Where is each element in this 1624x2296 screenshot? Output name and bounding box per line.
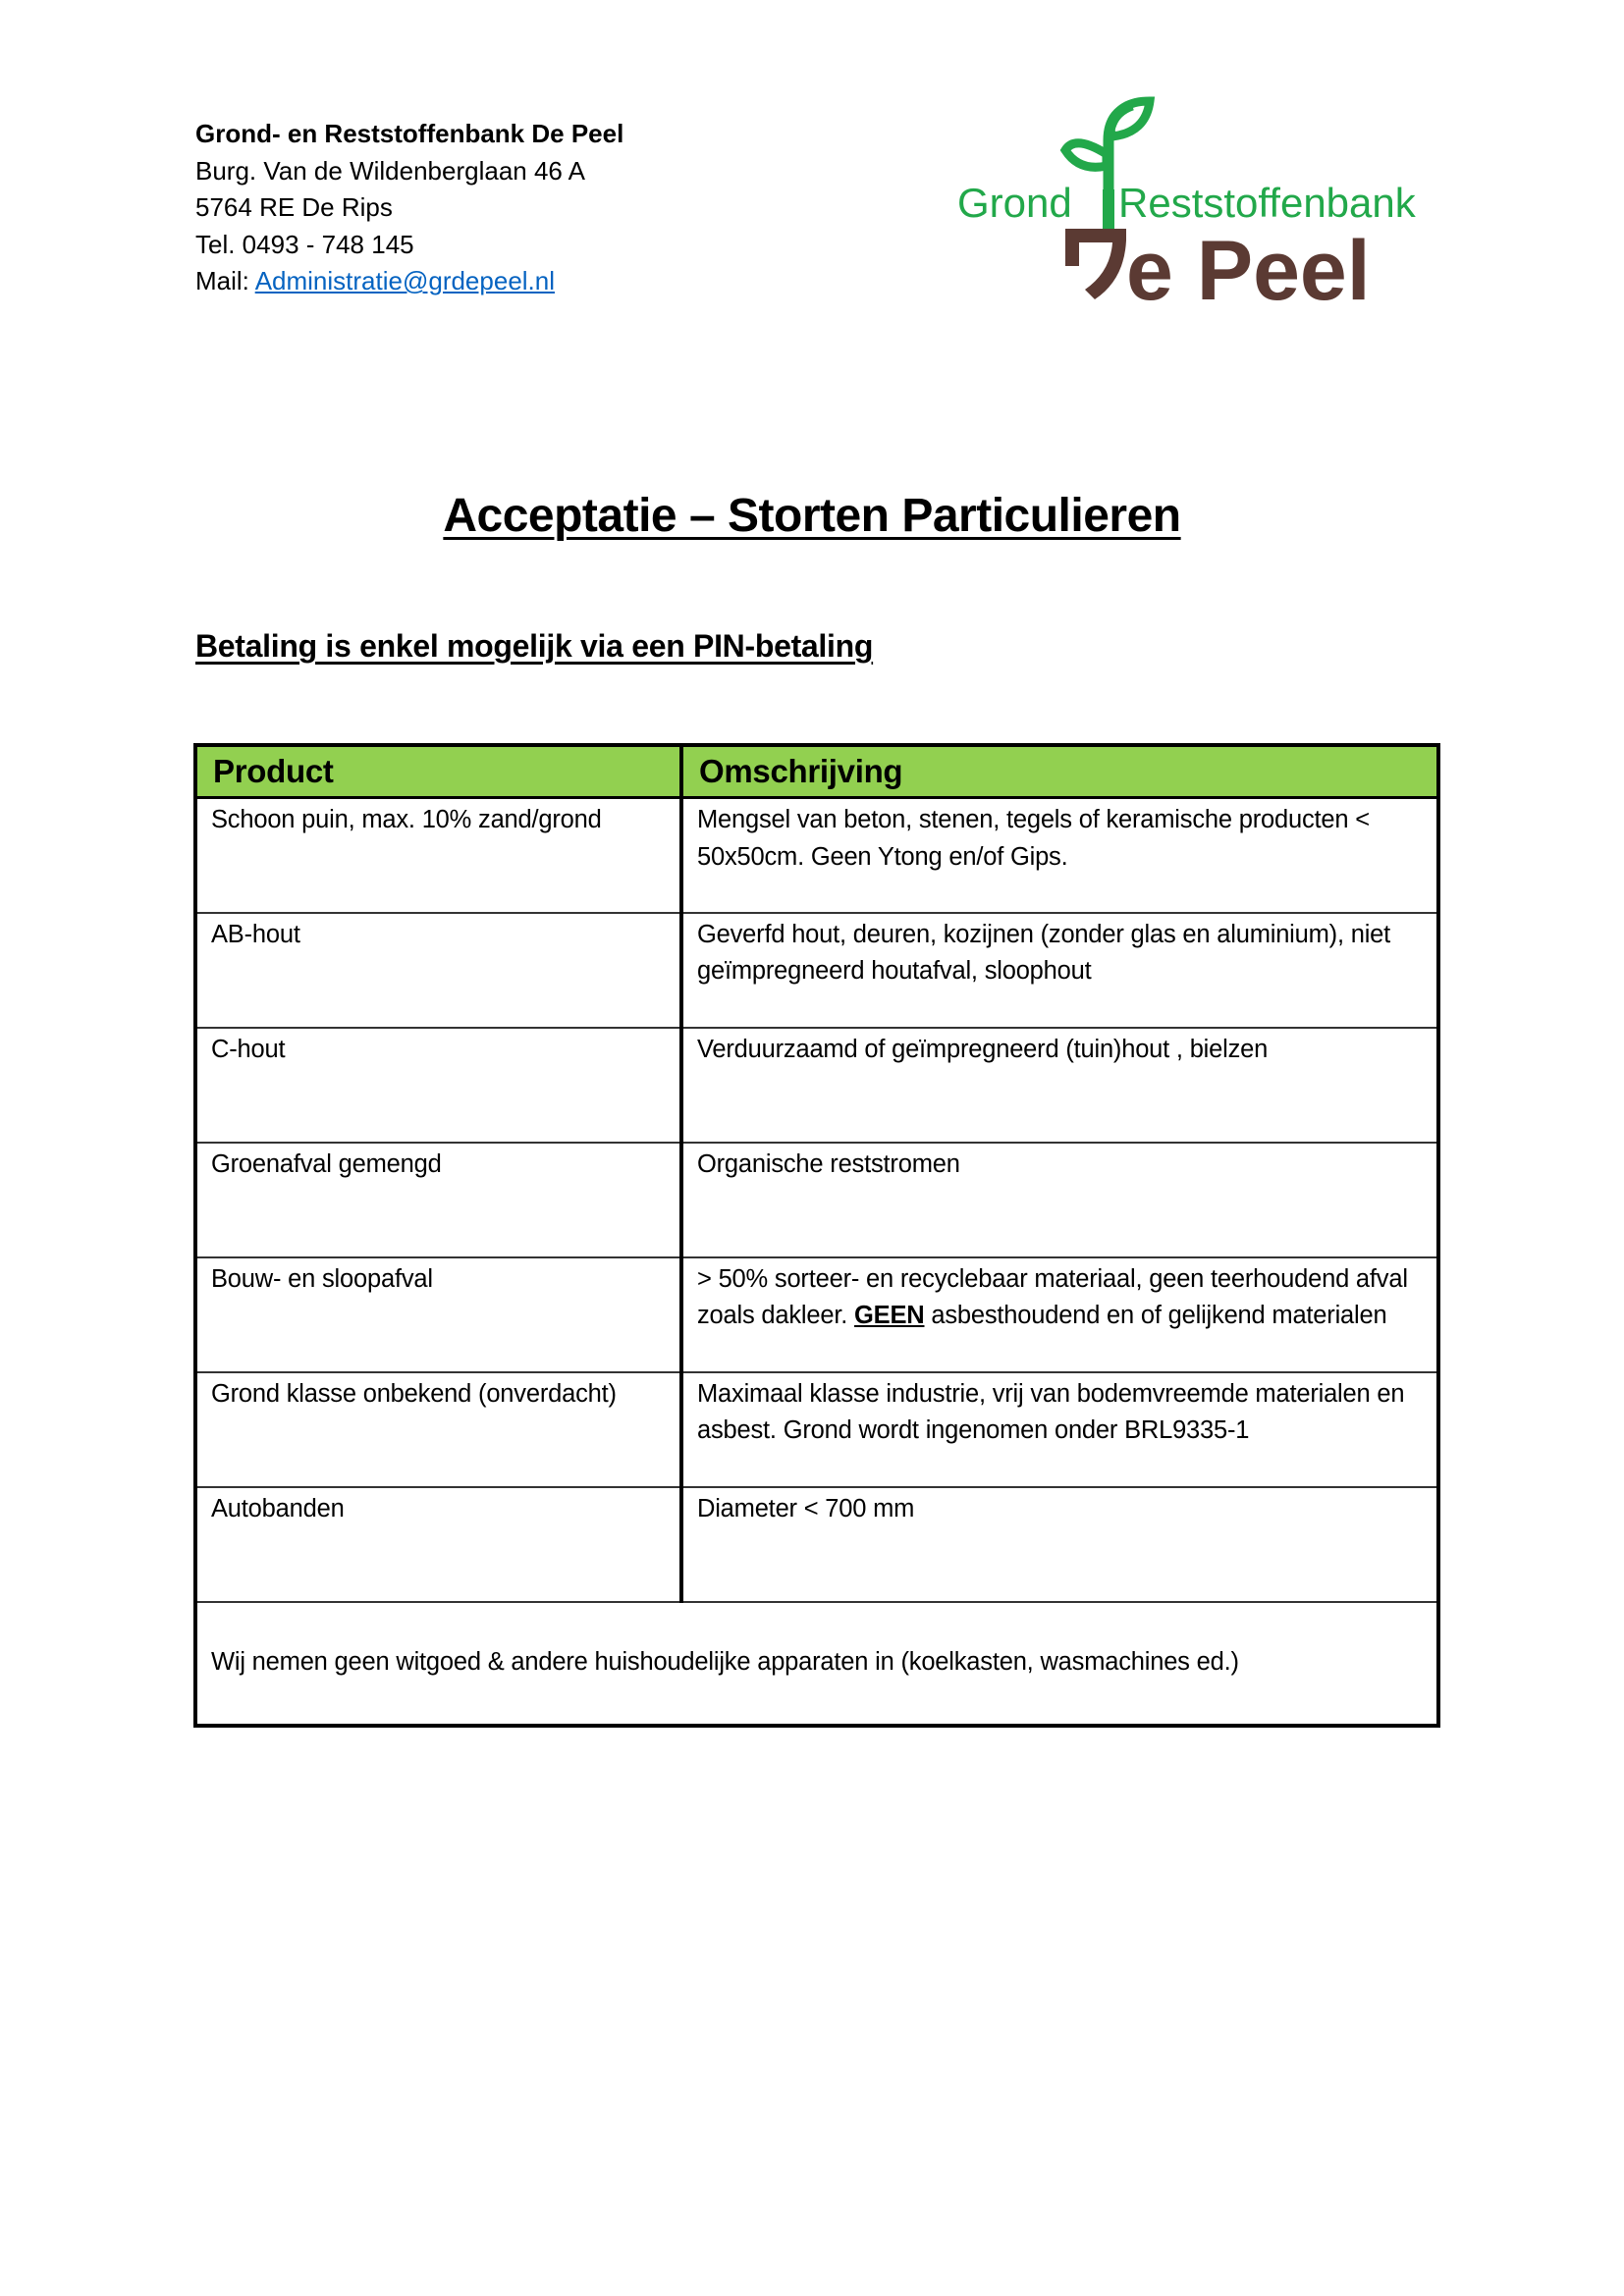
product-cell: AB-hout [195, 913, 681, 1028]
phone-number: Tel. 0493 - 748 145 [195, 229, 414, 259]
table-row [195, 798, 1438, 913]
product-cell: Grond klasse onbekend (onverdacht) [195, 1372, 681, 1487]
description-cell [681, 1257, 1438, 1372]
mail-link[interactable]: Administratie@grdepeel.nl [254, 266, 556, 295]
mail-line [195, 263, 623, 300]
table-footer-row [195, 1602, 1438, 1726]
company-address-block [195, 116, 623, 300]
description-cell: Mengsel van beton, stenen, tegels of keramische producten < 50x50cm. Geen Ytong en/of Gips. [681, 798, 1438, 913]
product-cell: Bouw- en sloopafval [195, 1257, 681, 1372]
payment-note-heading: Betaling is enkel mogelijk via een PIN-betaling [195, 628, 874, 664]
description-cell: Verduurzaamd of geïmpregneerd (tuin)hout , bielzen [681, 1028, 1438, 1143]
product-cell: Schoon puin, max. 10% zand/grond [195, 798, 681, 913]
street-address: Burg. Van de Wildenberglaan 46 A [195, 155, 586, 186]
spade-d-icon [1065, 229, 1126, 299]
product-cell: C-hout [195, 1028, 681, 1143]
product-cell: Groenafval gemengd [195, 1143, 681, 1257]
footer-note: Wij nemen geen witgoed & andere huishoudelijke apparaten in (koelkasten, wasmachines ed.) [211, 1648, 1239, 1677]
stem-shape [1103, 189, 1114, 229]
table-row [195, 1487, 1438, 1602]
product-cell: Autobanden [195, 1487, 681, 1602]
table-row [195, 1143, 1438, 1257]
column-header-product: Product [195, 745, 681, 798]
column-header-description: Omschrijving [681, 745, 1438, 798]
table-row [195, 1372, 1438, 1487]
postal-city: 5764 RE De Rips [195, 192, 393, 222]
description-cell: Geverfd hout, deuren, kozijnen (zonder glas en aluminium), niet geïmpregneerd houtafval, sloophout [681, 913, 1438, 1028]
description-text: > 50% sorteer- en recyclebaar materiaal, geen teerhoudend afval zoals dakleer. [697, 1264, 1408, 1329]
table-header-row [195, 745, 1438, 798]
emphasis-geen: GEEN [854, 1302, 925, 1329]
page-title: Acceptatie – Storten Particulieren [443, 490, 1181, 542]
description-cell: Maximaal klasse industrie, vrij van bodemvreemde materialen en asbest. Grond wordt ingenomen onder BRL9335-1 [681, 1372, 1438, 1487]
description-text: asbesthoudend en of gelijkend materialen [924, 1302, 1387, 1329]
table-row [195, 1257, 1438, 1372]
description-cell: Diameter < 700 mm [681, 1487, 1438, 1602]
table-row [195, 1028, 1438, 1143]
acceptance-table [193, 743, 1440, 1728]
logo-grond-text: Grond [957, 180, 1072, 226]
mail-label: Mail: [195, 266, 255, 295]
organization-name: Grond- en Reststoffenbank De Peel [195, 119, 624, 148]
logo-de-peel-text: e Peel [1126, 224, 1371, 309]
description-cell: Organische reststromen [681, 1143, 1438, 1257]
table-row [195, 913, 1438, 1028]
logo-reststoffenbank-text: Reststoffenbank [1118, 180, 1416, 226]
company-logo [957, 93, 1448, 309]
